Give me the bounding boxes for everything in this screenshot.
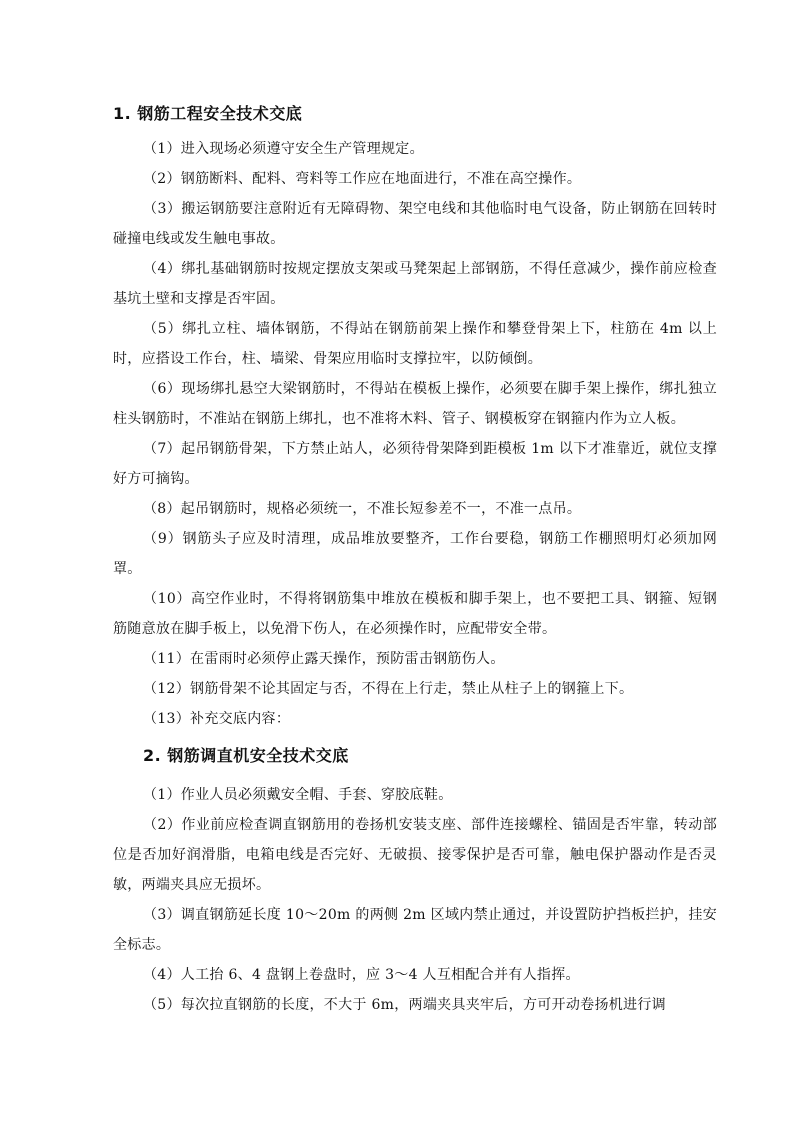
section-1-item-2: （2）钢筋断料、配料、弯料等工作应在地面进行，不准在高空操作。	[143, 171, 582, 187]
section-1-item-1: （1）进入现场必须遵守安全生产管理规定。	[143, 141, 424, 157]
section-2-item-3: （3）调直钢筋延长度 10～20m 的两侧 2m 区域内禁止通过，并设置防护挡板拦护，挂安全标志。	[113, 907, 717, 953]
section-1-title: 1. 钢筋工程安全技术交底	[113, 104, 303, 123]
section-1-item-6: （6）现场绑扎悬空大梁钢筋时，不得站在模板上操作，必须要在脚手架上操作，绑扎独立柱头钢筋时，不准站在钢筋上绑扎，也不准将木料、管子、钢模板穿在钢箍内作为立人板。	[113, 381, 717, 427]
section-2-item-1: （1）作业人员必须戴安全帽、手套、穿胶底鞋。	[143, 787, 453, 803]
section-1-item-8: （8）起吊钢筋时，规格必须统一，不准长短参差不一，不准一点吊。	[143, 501, 582, 517]
section-2-item-5: （5）每次拉直钢筋的长度，不大于 6m，两端夹具夹牢后，方可开动卷扬机进行调	[143, 997, 666, 1013]
section-1-item-10: （10）高空作业时，不得将钢筋集中堆放在模板和脚手架上，也不要把工具、钢箍、短钢筋随意放在脚手板上，以免滑下伤人，在必须操作时，应配带安全带。	[113, 591, 717, 637]
section-2-item-2: （2）作业前应检查调直钢筋用的卷扬机安装支座、部件连接螺栓、锚固是否牢靠，转动部位是否加好润滑脂，电箱电线是否完好、无破损、接零保护是否可靠，触电保护器动作是否灵敏，两端夹具应无损坏。	[113, 817, 717, 893]
section-1-item-9: （9）钢筋头子应及时清理，成品堆放要整齐，工作台要稳，钢筋工作棚照明灯必须加网罩。	[113, 531, 717, 577]
section-2-title: 2. 钢筋调直机安全技术交底	[143, 746, 349, 765]
section-1-item-5: （5）绑扎立柱、墙体钢筋，不得站在钢筋前架上操作和攀登骨架上下，柱筋在 4m 以上时，应搭设工作台，柱、墙梁、骨架应用临时支撑拉牢，以防倾倒。	[113, 321, 717, 367]
section-1-item-3: （3）搬运钢筋要注意附近有无障碍物、架空电线和其他临时电气设备，防止钢筋在回转时碰撞电线或发生触电事故。	[113, 201, 717, 247]
section-1-item-13: （13）补充交底内容：	[143, 711, 291, 727]
section-1-item-12: （12）钢筋骨架不论其固定与否，不得在上行走，禁止从柱子上的钢箍上下。	[143, 681, 634, 697]
section-1-item-4: （4）绑扎基础钢筋时按规定摆放支架或马凳架起上部钢筋，不得任意减少，操作前应检查基坑土壁和支撑是否牢固。	[113, 261, 717, 307]
section-2-item-4: （4）人工抬 6、4 盘钢上卷盘时，应 3～4 人互相配合并有人指挥。	[143, 967, 580, 983]
document-page	[113, 96, 717, 1020]
section-1-item-7: （7）起吊钢筋骨架，下方禁止站人，必须待骨架降到距模板 1m 以下才准靠近，就位支撑好方可摘钩。	[113, 441, 717, 487]
section-1-item-11: （11）在雷雨时必须停止露天操作，预防雷击钢筋伤人。	[143, 651, 505, 667]
